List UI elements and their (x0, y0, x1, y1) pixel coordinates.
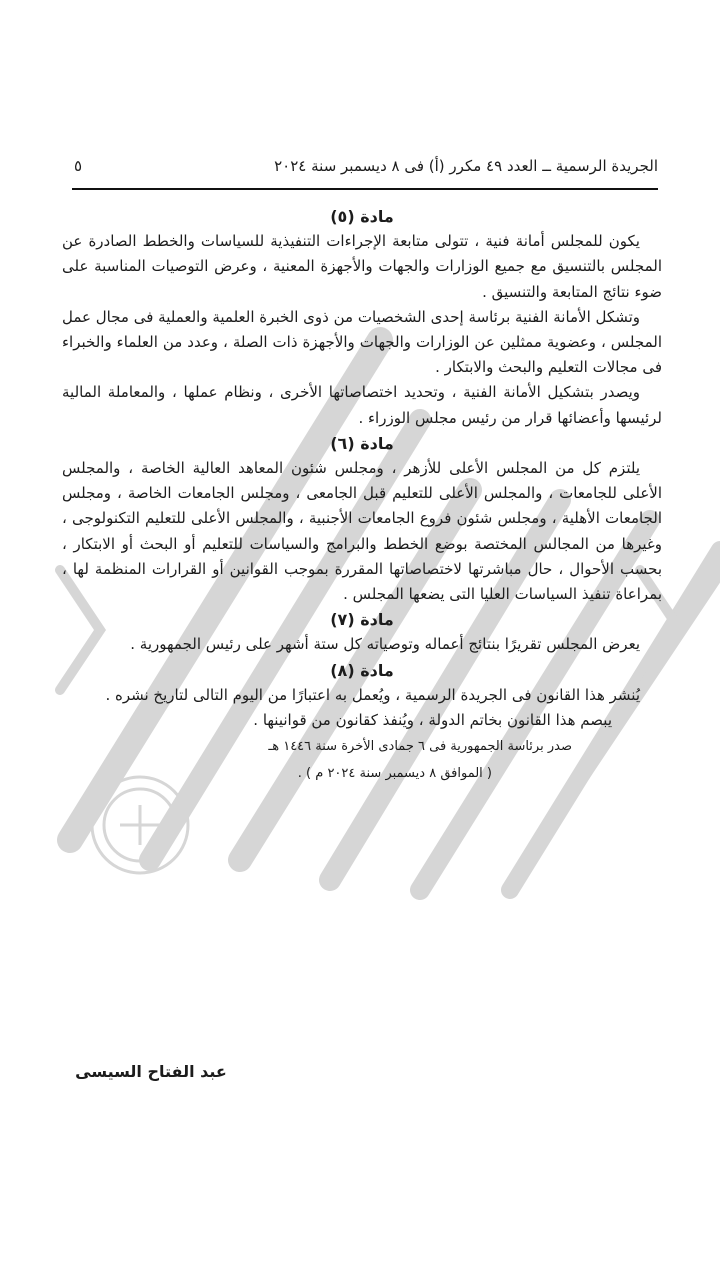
signature: عبد الفتاح السيسى (75, 1062, 227, 1081)
article-5-paragraph-1: يكون للمجلس أمانة فنية ، تتولى متابعة الإجراءات التنفيذية للسياسات والخطط الصادرة عن المجلس بالتنسيق مع جميع الوزارات والجهات والأجهزة المعنية ، وعرض التوصيات المناسبة على ضوء نتائج المتابعة والتنسيق . (62, 232, 662, 301)
article-8-title: مادة (٨) (330, 660, 394, 680)
article-8-paragraph-1: يُنشر هذا القانون فى الجريدة الرسمية ، ويُعمل به اعتبارًا من اليوم التالى لتاريخ نشره . (105, 685, 640, 704)
article-5-paragraph-2: وتشكل الأمانة الفنية برئاسة إحدى الشخصيات من ذوى الخبرة العلمية والعملية فى مجال عمل المجلس ، وعضوية ممثلين عن الوزارات والجهات والأجهزة ذات الصلة ، وعدد من العلماء والخبراء فى مجالات التعليم والبحث والابتكار . (62, 307, 662, 377)
article-6-title: مادة (٦) (330, 433, 394, 453)
running-title: الجريدة الرسمية ــ العدد ٤٩ مكرر (أ) فى ٨ ديسمبر سنة ٢٠٢٤ (274, 157, 658, 175)
page-number: ٥ (74, 157, 83, 175)
article-5-paragraph-3: ويصدر بتشكيل الأمانة الفنية ، وتحديد اختصاصاتها الأخرى ، ونظام عملها ، والمعاملة المالية لرئيسها وأعضائها قرار من رئيس مجلس الوزراء . (62, 383, 662, 427)
article-7-title: مادة (٧) (330, 610, 394, 630)
header-divider (72, 188, 658, 190)
seal-clause: يبصم هذا القانون بخاتم الدولة ، ويُنفذ كقانون من قوانينها . (253, 711, 612, 730)
article-7-paragraph-1: يعرض المجلس تقريرًا بنتائج أعماله وتوصياته كل ستة أشهر على رئيس الجمهورية . (130, 635, 640, 654)
article-6-paragraph-1: يلتزم كل من المجلس الأعلى للأزهر ، ومجلس شئون المعاهد العالية الخاصة ، والمجلس الأعلى للجامعات ، والمجلس الأعلى للتعليم قبل الجامعى ، ومجلس الجامعات الخاصة ، ومجلس الجامعات الأهلية ، ومجلس شئون فروع الجامعات الأجنبية ، والمجلس الأعلى للتعليم التكنولوجى ، وغيرها من المجالس المختصة بوضع الخطط والبرامج والسياسات للتعليم أو البحث أو الابتكار ، بحسب الأحوال ، حال مباشرتها لاختصاصاتها المقررة بموجب القوانين أو القرارات المنظمة لها ، بمراعاة تنفيذ السياسات العليا التى يضعها المجلس . (62, 459, 662, 604)
law-body (62, 204, 662, 787)
issue-date-gregorian: ( الموافق ٨ ديسمبر سنة ٢٠٢٤ م ) . (297, 766, 492, 782)
page-header (74, 150, 658, 182)
article-5-title: مادة (٥) (330, 207, 394, 226)
issue-date-hijri: صدر برئاسة الجمهورية فى ٦ جمادى الأخرة سنة ١٤٤٦ هـ (268, 739, 572, 755)
